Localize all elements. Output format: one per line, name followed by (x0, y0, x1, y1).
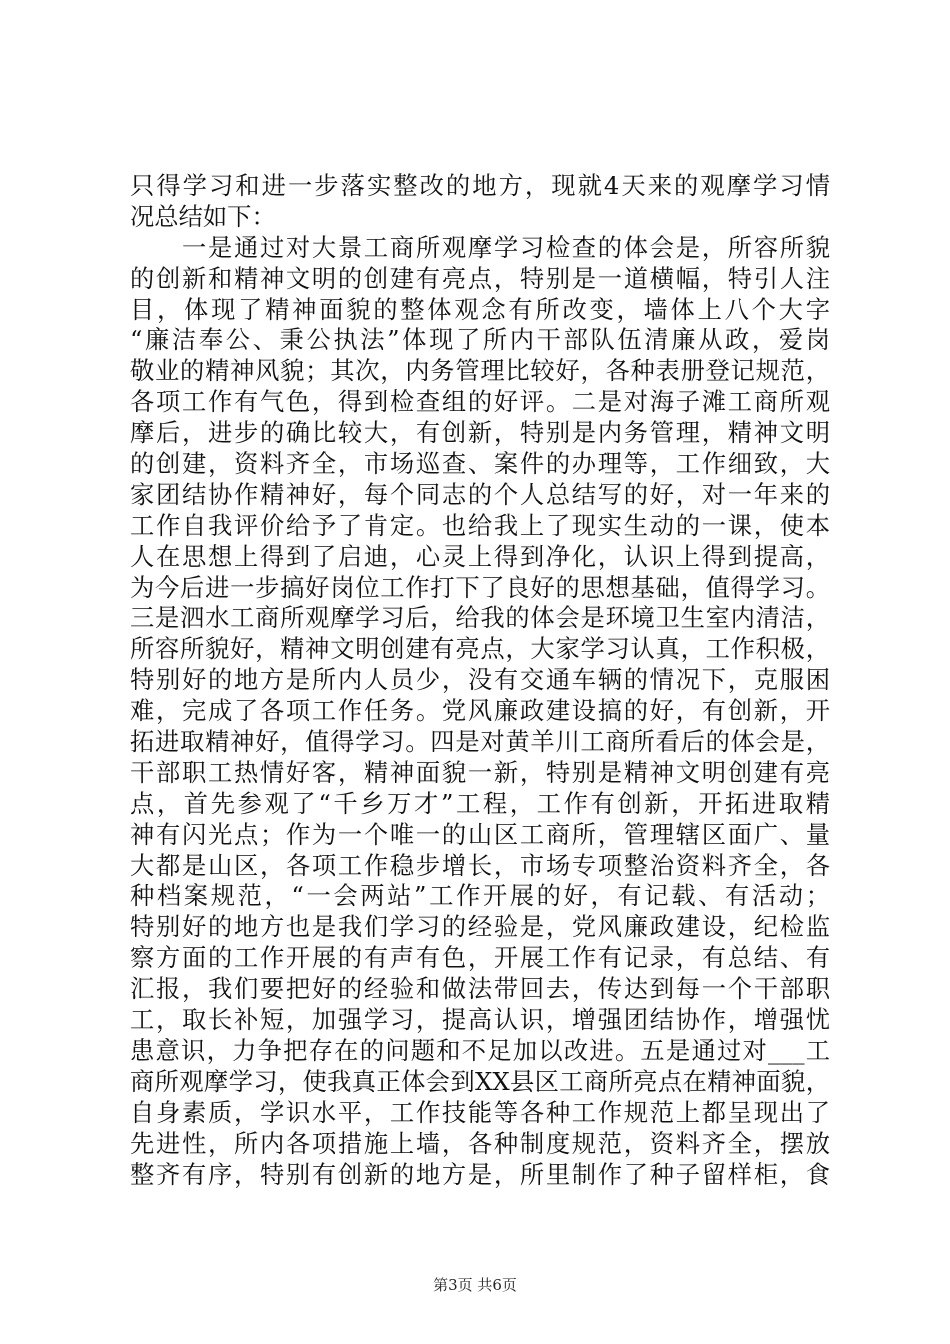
text-line: 神有闪光点；作为一个唯一的山区工商所，管理辖区面广、量 (130, 819, 830, 849)
text-line: 点，首先参观了“千乡万才”工程，工作有创新，开拓进取精 (130, 788, 830, 818)
text-line: 特别好的地方也是我们学习的经验是，党风廉政建设，纪检监 (130, 912, 830, 942)
text-line: 特别好的地方是所内人员少，没有交通车辆的情况下，克服困 (130, 665, 830, 695)
text-line: 干部职工热情好客，精神面貌一新，特别是精神文明创建有亮 (130, 757, 830, 787)
text-line: 工，取长补短，加强学习，提高认识，增强团结协作，增强忧 (130, 1005, 830, 1035)
text-line: 患意识，力争把存在的问题和不足加以改进。五是通过对___工 (130, 1035, 830, 1065)
text-line: 只得学习和进一步落实整改的地方，现就4天来的观摩学习情 (130, 171, 830, 200)
text-line: 种档案规范，“一会两站”工作开展的好，有记载、有活动； (130, 881, 830, 911)
document-body (130, 171, 830, 1190)
page-footer: 第3页 共6页 (433, 1276, 517, 1294)
text-line: “廉洁奉公、秉公执法”体现了所内干部队伍清廉从政，爱岗 (130, 325, 830, 355)
text-line: 所容所貌好，精神文明创建有亮点，大家学习认真，工作积极， (130, 634, 830, 664)
text-line: 先进性，所内各项措施上墙，各种制度规范，资料齐全，摆放 (130, 1128, 830, 1158)
text-line: 敬业的精神风貌；其次，内务管理比较好，各种表册登记规范， (130, 356, 830, 386)
text-line: 汇报，我们要把好的经验和做法带回去，传达到每一个干部职 (130, 974, 830, 1004)
text-line: 况总结如下： (130, 201, 276, 231)
text-line: 的创建，资料齐全，市场巡查、案件的办理等，工作细致，大 (130, 449, 830, 479)
text-line: 各项工作有气色，得到检查组的好评。二是对海子滩工商所观 (130, 387, 830, 417)
text-line: 三是泗水工商所观摩学习后，给我的体会是环境卫生室内清洁， (130, 603, 830, 633)
text-line: 工作自我评价给予了肯定。也给我上了现实生动的一课，使本 (130, 510, 830, 540)
text-line: 拓进取精神好，值得学习。四是对黄羊川工商所看后的体会是， (130, 727, 830, 757)
text-line: 商所观摩学习，使我真正体会到XX县区工商所亮点在精神面貌， (130, 1066, 830, 1096)
text-line: 目，体现了精神面貌的整体观念有所改变，墙体上八个大字 (130, 294, 830, 324)
text-line: 人在思想上得到了启迪，心灵上得到净化，认识上得到提高， (130, 541, 830, 571)
text-line: 为今后进一步搞好岗位工作打下了良好的思想基础，值得学习。 (130, 572, 830, 602)
text-line: 大都是山区，各项工作稳步增长，市场专项整治资料齐全，各 (130, 850, 830, 880)
text-line: 一是通过对大景工商所观摩学习检查的体会是，所容所貌 (130, 232, 830, 262)
text-line: 察方面的工作开展的有声有色，开展工作有记录，有总结、有 (130, 943, 830, 973)
text-line: 的创新和精神文明的创建有亮点，特别是一道横幅，特引人注 (130, 263, 830, 293)
text-line: 家团结协作精神好，每个同志的个人总结写的好，对一年来的 (130, 479, 830, 509)
text-line: 自身素质，学识水平，工作技能等各种工作规范上都呈现出了 (130, 1097, 830, 1127)
text-line: 难，完成了各项工作任务。党风廉政建设搞的好，有创新，开 (130, 696, 830, 726)
text-line: 整齐有序，特别有创新的地方是，所里制作了种子留样柜，食 (130, 1159, 830, 1189)
text-line: 摩后，进步的确比较大，有创新，特别是内务管理，精神文明 (130, 418, 830, 448)
